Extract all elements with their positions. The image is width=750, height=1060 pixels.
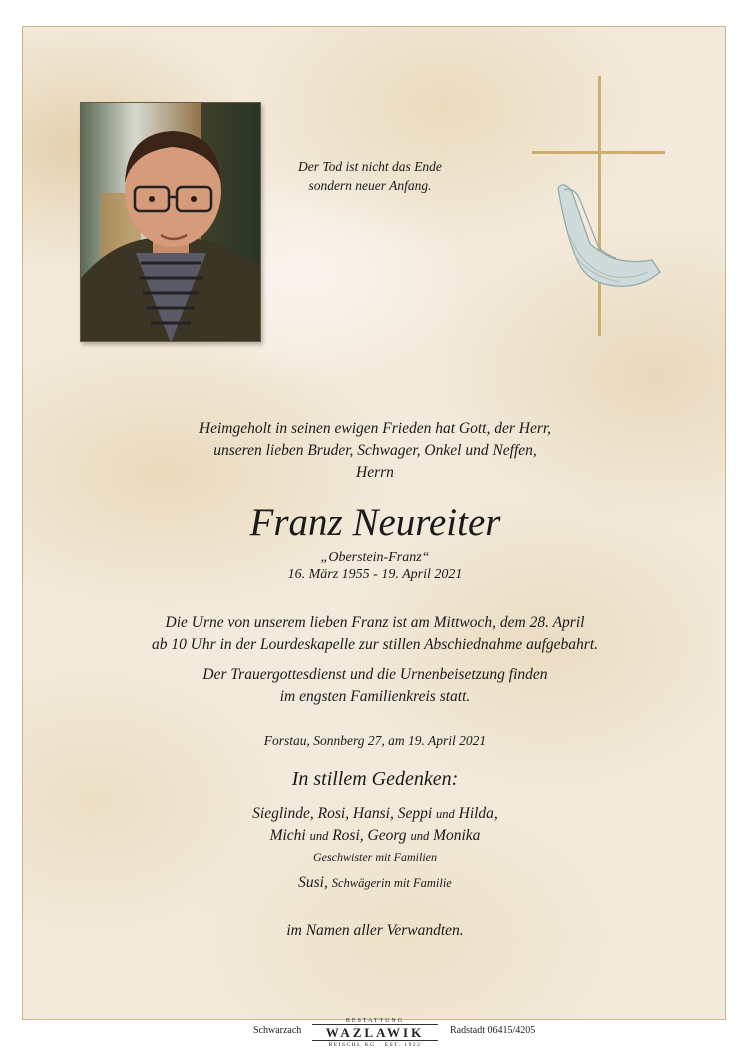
funeral-home-logo: [312, 1018, 438, 1048]
mourners-names: [75, 803, 675, 847]
viewing-line: Die Urne von unserem lieben Franz ist am Mittwoch, dem 28. April: [165, 614, 585, 631]
cross-horizontal-bar: [532, 151, 665, 154]
intro-line: Heimgeholt in seinen ewigen Frieden hat Gott, der Herr,: [198, 420, 552, 437]
intro-text: [75, 418, 675, 484]
logo-sub-text: REISCHL KG · EST. 1922: [328, 1042, 422, 1048]
viewing-line: ab 10 Uhr in der Lourdeskapelle zur stillen Abschiednahme aufgebahrt.: [151, 636, 599, 653]
mourner-names: Rosi, Georg: [332, 827, 407, 844]
conjunction: und: [309, 829, 329, 843]
cross-vertical-bar: [598, 76, 601, 336]
service-line: im engsten Familienkreis statt.: [279, 688, 471, 705]
sister-in-law: [75, 874, 675, 892]
logo-top-text: BESTATTUNG: [345, 1018, 405, 1024]
deceased-nickname: „Oberstein-Franz“: [320, 550, 430, 565]
footer: [0, 1018, 750, 1052]
portrait-photo: [80, 102, 261, 342]
relation-note: Schwägerin mit Familie: [331, 876, 452, 890]
intro-line: unseren lieben Bruder, Schwager, Onkel und Neffen,: [213, 442, 537, 459]
conjunction: und: [436, 807, 455, 821]
life-dates: 16. März 1955 - 19. April 2021: [287, 567, 463, 582]
footer-location-left: Schwarzach: [253, 1025, 302, 1036]
viewing-info: [75, 612, 675, 656]
mourners-row: [75, 803, 675, 825]
place-and-date: Forstau, Sonnberg 27, am 19. April 2021: [263, 733, 487, 748]
quote: [270, 157, 470, 195]
mourner-names: Susi,: [298, 874, 328, 891]
logo-main-text: WAZLAWIK: [312, 1024, 438, 1041]
mourners-heading: In stillem Gedenken:: [291, 768, 459, 790]
mourner-names: Sieglinde, Rosi, Hansi, Seppi: [252, 805, 433, 822]
quote-line: Der Tod ist nicht das Ende: [298, 159, 442, 174]
service-info: [75, 664, 675, 708]
deceased-name: Franz Neureiter: [249, 501, 501, 544]
mourner-names: Monika: [433, 827, 481, 844]
intro-line: Herrn: [356, 464, 394, 481]
praying-hands-icon: [558, 185, 660, 286]
mourners-row: [75, 825, 675, 847]
footer-location-right: Radstadt 06415/4205: [450, 1025, 536, 1036]
quote-line: sondern neuer Anfang.: [308, 178, 432, 193]
closing-line: im Namen aller Verwandten.: [286, 922, 464, 939]
conjunction: und: [410, 829, 430, 843]
mourner-names: Hilda,: [458, 805, 498, 822]
cross-with-praying-hands: [530, 76, 670, 346]
mourner-names: Michi: [269, 827, 306, 844]
siblings-note: Geschwister mit Familien: [313, 850, 437, 864]
service-line: Der Trauergottesdienst und die Urnenbeisetzung finden: [202, 666, 548, 683]
